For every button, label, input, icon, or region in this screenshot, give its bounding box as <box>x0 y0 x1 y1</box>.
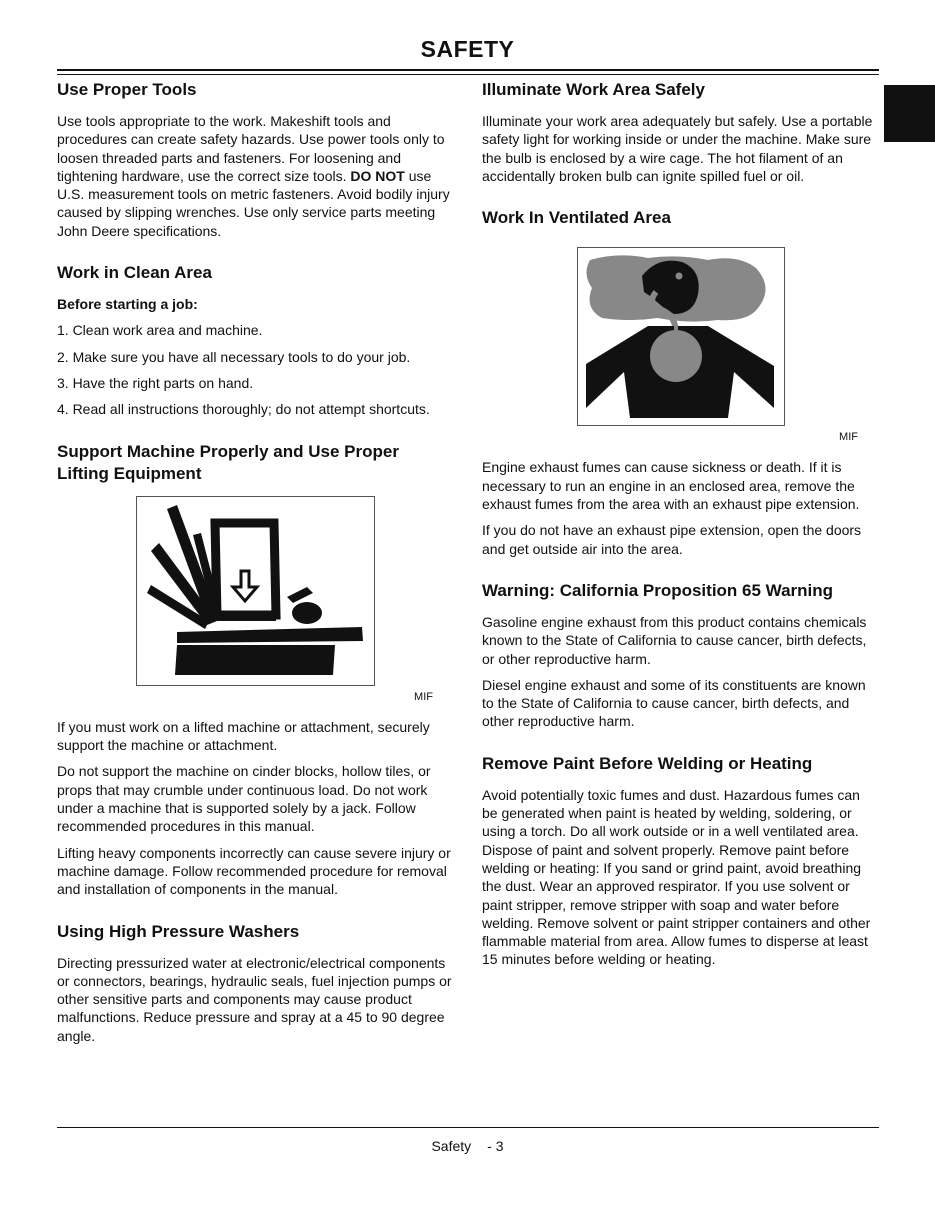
section-heading: Work in Clean Area <box>57 263 212 283</box>
right-column <box>482 79 878 977</box>
section-text: Illuminate your work area adequately but safely. Use a portable safety light for working inside or under the machine. Make sure the bulb is enclosed by a wire cage. The hot filament of an accidentally broken bulb can ignite spilled fuel or oil. <box>482 113 873 184</box>
section-heading: Using High Pressure Washers <box>57 921 300 941</box>
section-text: If you do not have an exhaust pipe extension, open the doors and get outside air into the area. <box>482 522 862 557</box>
section-heading: Support Machine Properly and Use Proper Lifting Equipment <box>57 441 399 483</box>
section-text: If you must work on a lifted machine or attachment, securely support the machine or attachment. <box>57 718 430 754</box>
footer-section: Safety <box>431 1138 472 1154</box>
section-support-machine <box>57 441 453 899</box>
section-text: Directing pressurized water at electronic/electrical components or connectors, bearings, hydraulic seals, fuel injection pumps or other sensitive parts and components may cause product malfunctions. Reduce pressure and spray at a 45 to 90 degree angle. <box>57 954 452 1044</box>
section-text: Use tools appropriate to the work. Makeshift tools and procedures can create safety hazards. Use power tools only to loosen threaded parts and fasteners. For loosening and tightening hardware, use the correct size tools. DO NOT use U.S. measurement tools on metric fasteners. Avoid bodily injury caused by slipping wrenches. Use only service parts meeting John Deere specifications. <box>57 113 450 239</box>
subheading: Before starting a job: <box>57 296 198 313</box>
list-item: 2. Make sure you have all necessary tools to do your job. <box>57 348 411 365</box>
exhaust-hazard-figure <box>577 247 785 426</box>
header-rule <box>57 69 879 71</box>
footer-rule <box>57 1127 879 1128</box>
page-footer <box>0 1138 935 1154</box>
crush-hazard-icon <box>137 497 374 685</box>
section-work-in-clean-area <box>57 262 453 418</box>
section-illuminate-work-area <box>482 79 878 185</box>
section-text: Diesel engine exhaust and some of its constituents are known to the State of California to cause cancer, birth defects, and other reproductive harm. <box>482 676 866 730</box>
header-rule-thin <box>57 74 879 75</box>
section-remove-paint <box>482 753 878 969</box>
section-work-ventilated-area <box>482 207 878 558</box>
section-heading: Remove Paint Before Welding or Heating <box>482 753 813 773</box>
figure-caption: MIF <box>839 431 858 444</box>
left-column <box>57 79 453 1053</box>
section-heading: Work In Ventilated Area <box>482 208 671 228</box>
page-number: - 3 <box>487 1138 504 1154</box>
section-tab-marker <box>884 85 935 142</box>
crush-hazard-figure <box>136 496 375 686</box>
section-text: Gasoline engine exhaust from this product contains chemicals known to the State of California to cause cancer, birth defects, or other reproductive harm. <box>482 613 867 667</box>
list-item: 1. Clean work area and machine. <box>57 322 263 339</box>
figure-caption: MIF <box>414 690 433 703</box>
section-prop-65-warning <box>482 580 878 731</box>
section-use-proper-tools <box>57 79 453 240</box>
list-item: 3. Have the right parts on hand. <box>57 374 254 391</box>
section-text: Engine exhaust fumes can cause sickness or death. If it is necessary to run an engine in an enclosed area, remove the exhaust fumes from the area with an exhaust pipe extension. <box>482 459 860 513</box>
section-heading: Illuminate Work Area Safely <box>482 80 705 99</box>
list-item: 4. Read all instructions thoroughly; do not attempt shortcuts. <box>57 401 430 418</box>
section-heading: Use Proper Tools <box>57 80 197 99</box>
section-text: Do not support the machine on cinder blocks, hollow tiles, or props that may crumble under continuous load. Do not work under a machine that is supported solely by a jack. Follow recommended procedures in this manual. <box>57 763 431 835</box>
page-title: SAFETY <box>420 36 515 62</box>
exhaust-hazard-icon <box>578 248 784 425</box>
section-text: Avoid potentially toxic fumes and dust. Hazardous fumes can be generated when paint is heated by welding, soldering, or using a torch. Do all work outside or in a well ventilated area. Dispose of paint and solvent properly. Remove paint before welding or heating: If you sand or grind paint, avoid breathing the dust. Wear an approved respirator. If you use solvent or paint stripper, remove stripper with soap and water before welding. Remove solvent or paint stripper containers and other flammable material from area. Allow fumes to disperse at least 15 minutes before welding or heating. <box>482 786 871 968</box>
section-high-pressure-washers <box>57 921 453 1045</box>
section-heading: Warning: California Proposition 65 Warning <box>482 580 834 600</box>
section-text: Lifting heavy components incorrectly can cause severe injury or machine damage. Follow recommended procedure for removal and installation of components in the manual. <box>57 844 451 898</box>
